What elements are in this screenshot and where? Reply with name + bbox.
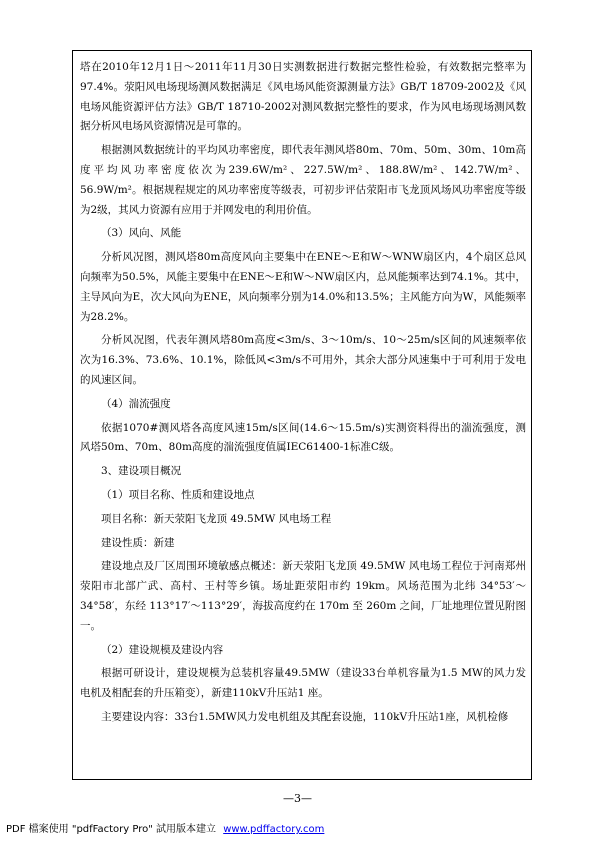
paragraph: 主要建设内容：33台1.5MW风力发电机组及其配套设施，110kV升压站1座，风机检修	[101, 710, 509, 723]
pdf-footer	[6, 820, 324, 835]
footer-text: PDF 檔案使用 "pdfFactory Pro" 試用版本建立	[6, 824, 217, 835]
page-number: —3—	[283, 792, 312, 805]
paragraph: 建设性质：新建	[101, 536, 175, 549]
paragraph: 建设地点及厂区周围环境敏感点概述：新天荥阳飞龙顶 49.5MW 风电场工程位于河南郑州荥阳市北部广武、高村、王村等乡镇。场址距荥阳市约 19km。风场范围为北纬 34°53′～34°58′，东经 113°17′～113°29′，海拔高度约在 170m 至 260m 之间，厂址地理位置见附图一。	[80, 560, 526, 632]
footer-link[interactable]: www.pdffactory.com	[223, 824, 325, 835]
section-heading: （3）风向、风能	[101, 227, 182, 240]
paragraph: 根据可研设计，建设规模为总装机容量49.5MW（建设33台单机容量为1.5 MW的风力发电机及相配套的升压箱变），新建110kV升压站1 座。	[80, 667, 526, 700]
paragraph: 分析风况图，测风塔80m高度风向主要集中在ENE～E和W～WNW扇区内，4个扇区总风向频率为50.5%，风能主要集中在ENE～E和W～NW扇区内，总风能频率达到74.1%。其中，主导风向为E，次大风向为ENE，风向频率分别为14.0%和13.5%；主风能方向为W，风能频率为28.2%。	[80, 251, 526, 323]
section-heading: （2）建设规模及建设内容	[101, 643, 224, 656]
paragraph: 塔在2010年12月1日～2011年11月30日实测数据进行数据完整性检验，有效数据完整率为97.4%。荥阳风电场现场测风数据满足《风电场风能资源测量方法》GB/T 18709-2002及《风电场风能资源评估方法》GB/T 18710-2002对测风数据完整性的要求，作为风电场现场测风数据分析风电场风资源情况是可靠的。	[80, 61, 526, 133]
document-body	[80, 58, 526, 732]
paragraph: 依据1070#测风塔各高度风速15m/s区间(14.6～15.5m/s)实测资料得出的湍流强度，测风塔50m、70m、80m高度的湍流强度值属IEC61400-1标准C级。	[80, 421, 526, 454]
section-heading: （4）湍流强度	[101, 397, 171, 410]
paragraph: 分析风况图，代表年测风塔80m高度<3m/s、3～10m/s、10～25m/s区间的风速频率依次为16.3%、73.6%、10.1%，除低风<3m/s不可用外，其余大部分风速集中于可利用于发电的风速区间。	[80, 334, 526, 386]
paragraph: 根据测风数据统计的平均风功率密度，即代表年测风塔80m、70m、50m、30m、10m高度平均风功率密度依次为239.6W/m²、227.5W/m²、188.8W/m²、142.7W/m²、56.9W/m²。根据规程规定的风功率密度等级表，可初步评估荥阳市飞龙顶风场风功率密度等级为2级，其风力资源有应用于并网发电的利用价值。	[80, 144, 526, 216]
paragraph: 项目名称：新天荥阳飞龙顶 49.5MW 风电场工程	[101, 512, 332, 525]
section-heading: 3、建设项目概况	[101, 465, 182, 478]
section-heading: （1）项目名称、性质和建设地点	[101, 488, 255, 501]
